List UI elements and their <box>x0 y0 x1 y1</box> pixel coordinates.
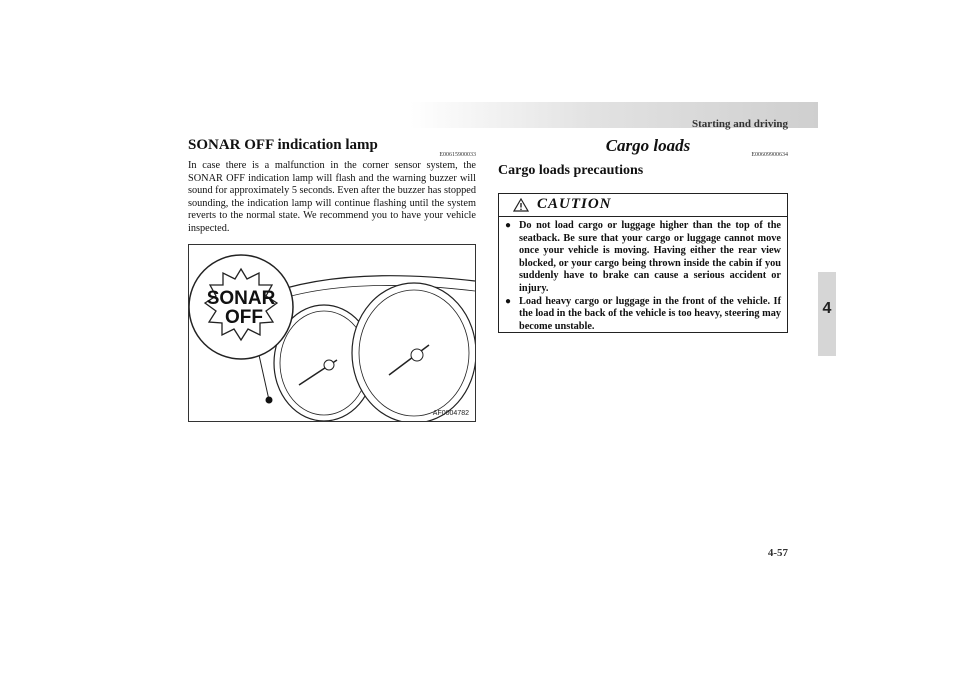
cargo-section <box>498 136 788 180</box>
caution-item <box>505 220 781 296</box>
caution-header <box>499 194 787 217</box>
warning-triangle-icon <box>513 198 529 212</box>
cargo-subheading: Cargo loads precautions <box>498 163 644 178</box>
caution-box <box>498 193 788 333</box>
cargo-code: E00609900634 <box>751 152 788 158</box>
caution-list <box>499 217 787 333</box>
caution-title: CAUTION <box>537 196 612 212</box>
sonar-figure <box>188 244 476 422</box>
instrument-cluster-illustration <box>189 245 476 422</box>
figure-code: AF0004782 <box>432 410 469 417</box>
caution-item-text: Do not load cargo or luggage higher than the top of the seatback. Be sure that your cargo or luggage cannot move once your vehicle is moving. Having either the rear view blocked, or your cargo being thrown inside the cabin if you suddenly have to brake can cause a serious accident or injury. <box>519 220 781 294</box>
sonar-label: SONAR <box>206 288 276 309</box>
bullet-icon: ● <box>505 295 512 307</box>
sonar-section <box>188 136 476 236</box>
page-number: 4-57 <box>767 547 788 559</box>
section-code: E00615900033 <box>439 152 476 158</box>
cargo-heading: Cargo loads <box>605 136 691 155</box>
chapter-number: 4 <box>822 300 832 317</box>
off-label: OFF <box>225 307 263 328</box>
section-body: In case there is a malfunction in the corner sensor system, the SONAR OFF indication lamp will flash and the warning buzzer will sound for approximately 5 seconds. Even after the buzzer has stopped sounding, the indication lamp will continue flashing until the system reverts to the normal state. We recommend you to have your vehicle inspected. <box>188 160 476 234</box>
running-header: Starting and driving <box>692 118 788 130</box>
section-heading: SONAR OFF indication lamp <box>188 137 378 153</box>
caution-item <box>505 296 781 334</box>
caution-item-text: Load heavy cargo or luggage in the front of the vehicle. If the load in the back of the vehicle is too heavy, steering may become unstable. <box>519 295 781 332</box>
bullet-icon: ● <box>505 220 512 231</box>
